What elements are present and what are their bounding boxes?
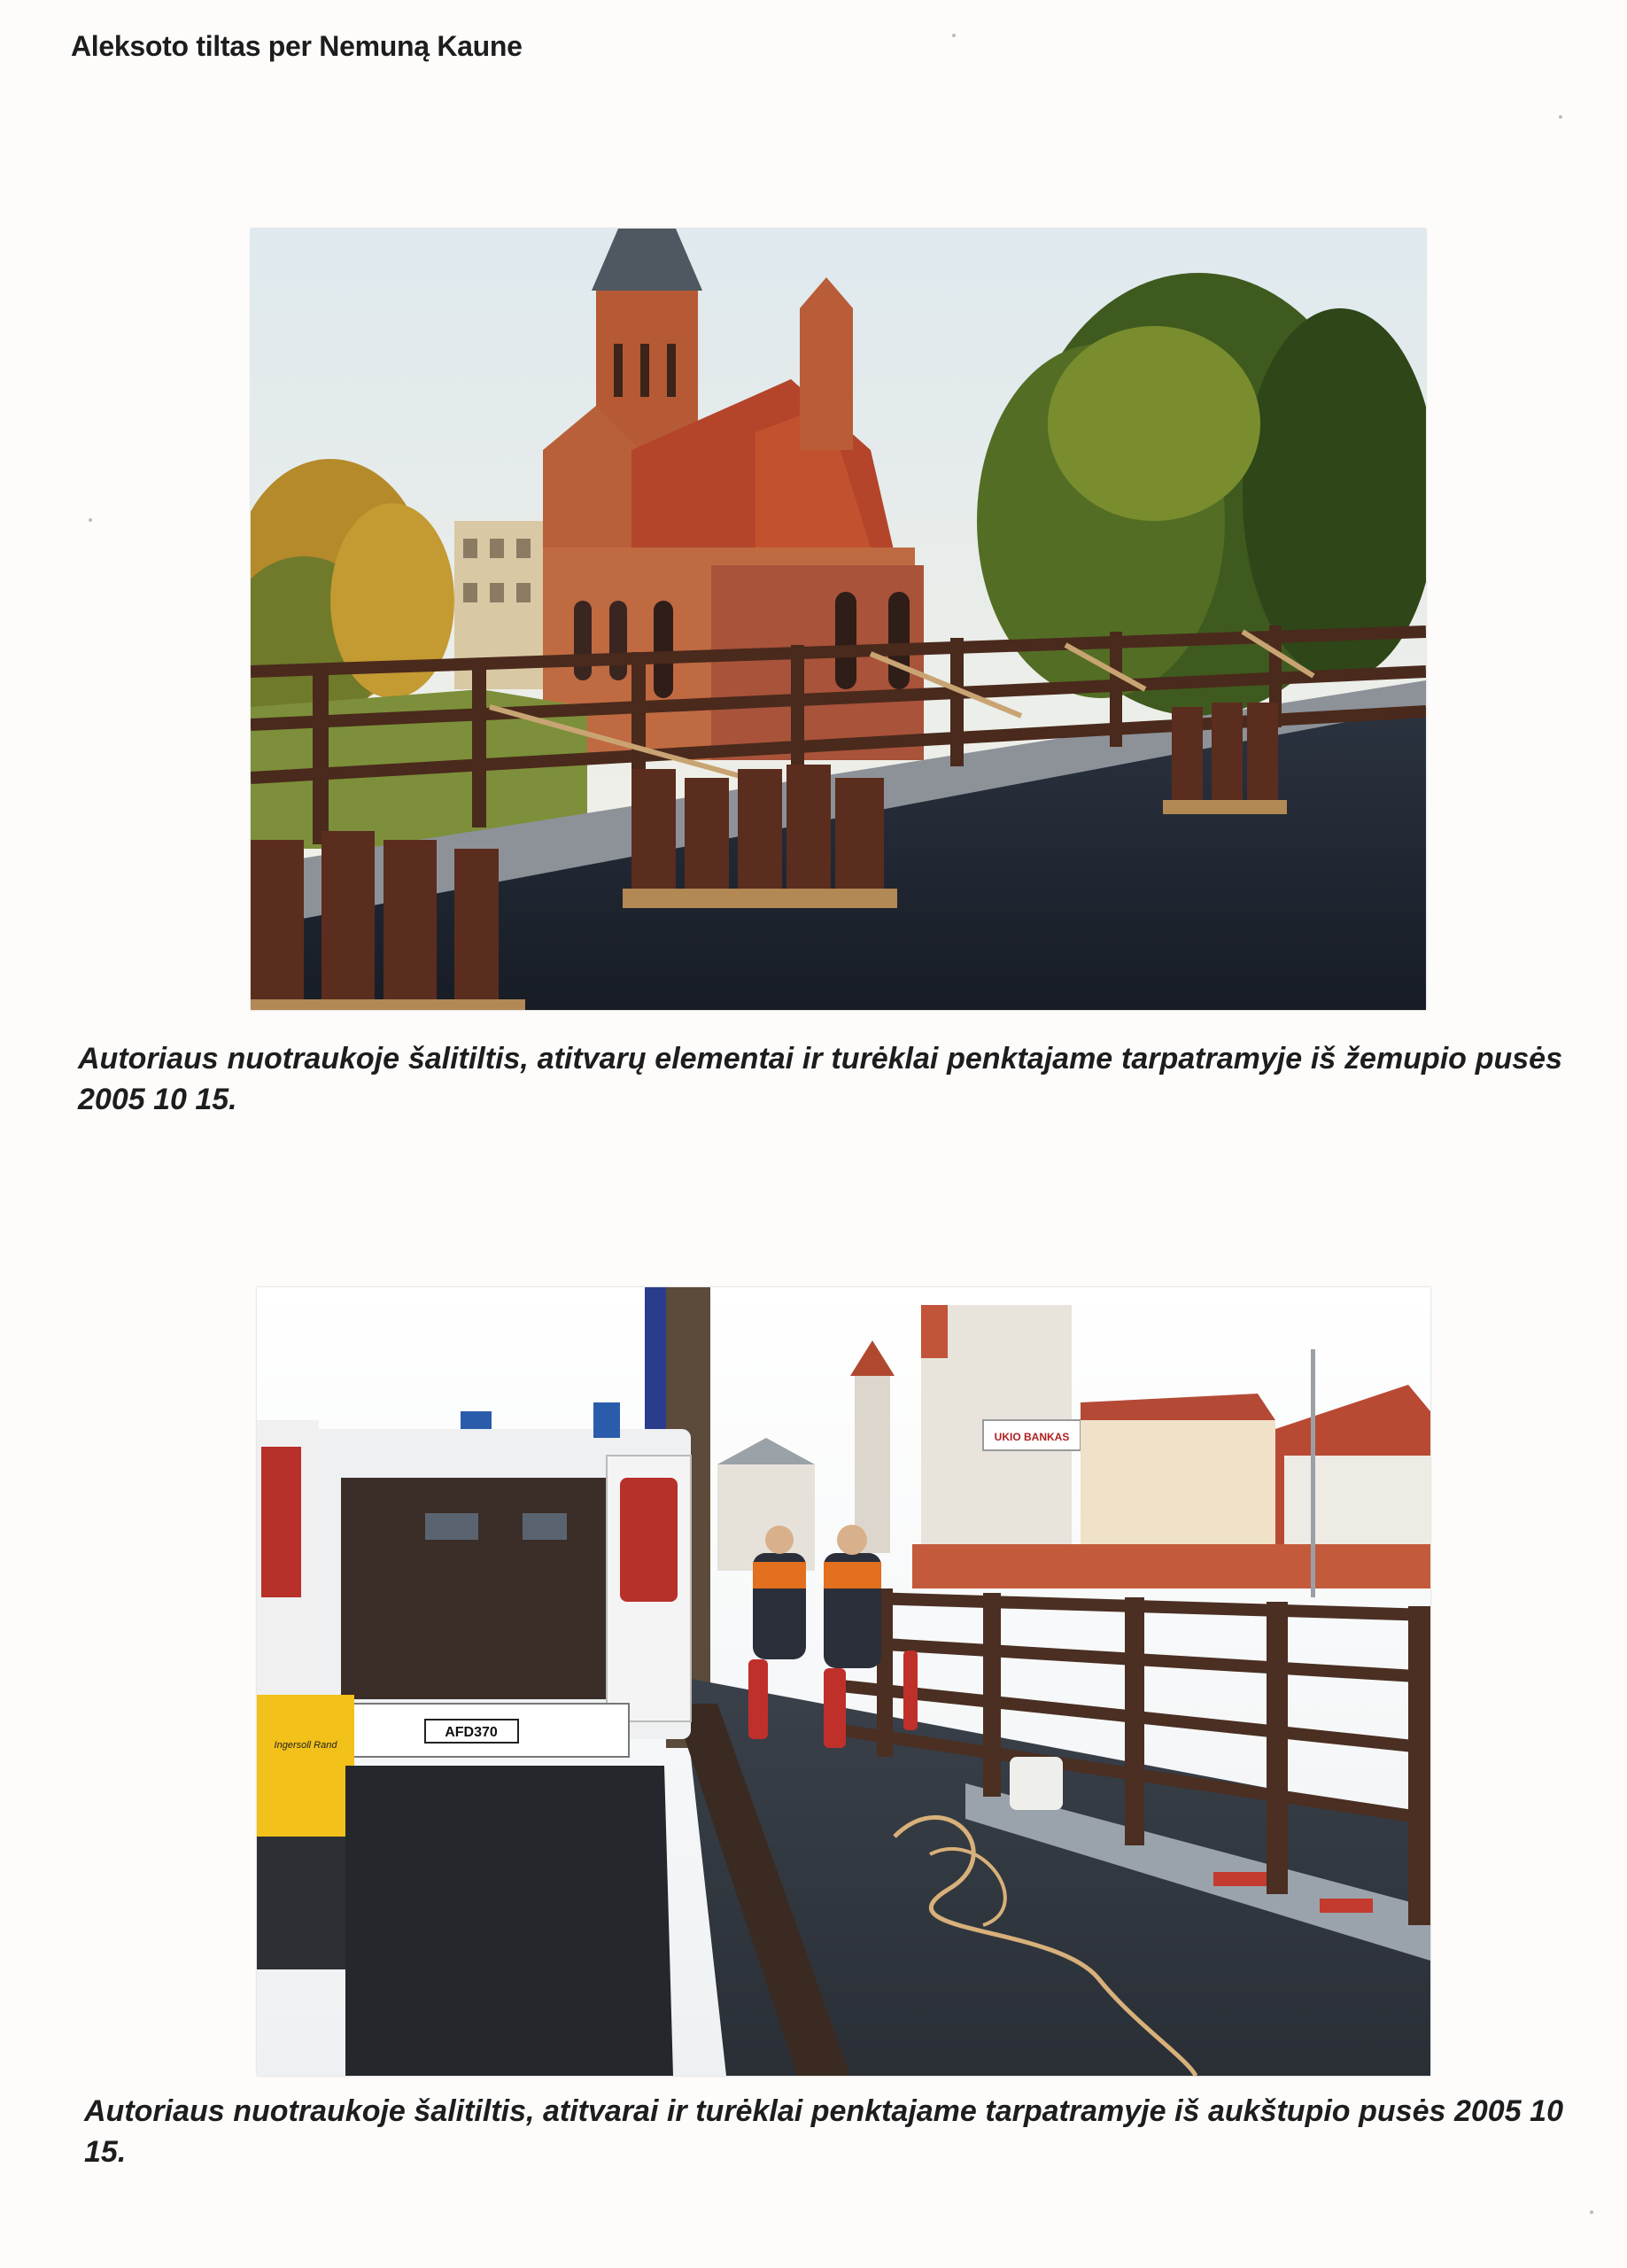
scan-speck	[1590, 2210, 1593, 2214]
page-title: Aleksoto tiltas per Nemuną Kaune	[71, 30, 523, 62]
scan-speck	[89, 518, 92, 522]
scan-speck	[1559, 115, 1562, 119]
figure-caption: Autoriaus nuotraukoje šalitiltis, atitvarų elementai ir turėklai penktajame tarpatramyje iš žemupio pusės 2005 10 15.	[78, 1042, 1562, 1116]
photo-church-bridge-downstream	[251, 229, 1426, 1010]
bank-sign-text: UKIO BANKAS	[994, 1431, 1070, 1443]
scan-speck	[952, 34, 956, 37]
photo-workers-bridge-upstream	[257, 1287, 1430, 2076]
license-plate-text: AFD370	[445, 1725, 498, 1740]
figure-caption: Autoriaus nuotraukoje šalitiltis, atitvarai ir turėklai penktajame tarpatramyje iš aukštupio pusės 2005 10 15.	[84, 2094, 1563, 2169]
compressor-brand-text: Ingersoll Rand	[274, 1740, 337, 1751]
